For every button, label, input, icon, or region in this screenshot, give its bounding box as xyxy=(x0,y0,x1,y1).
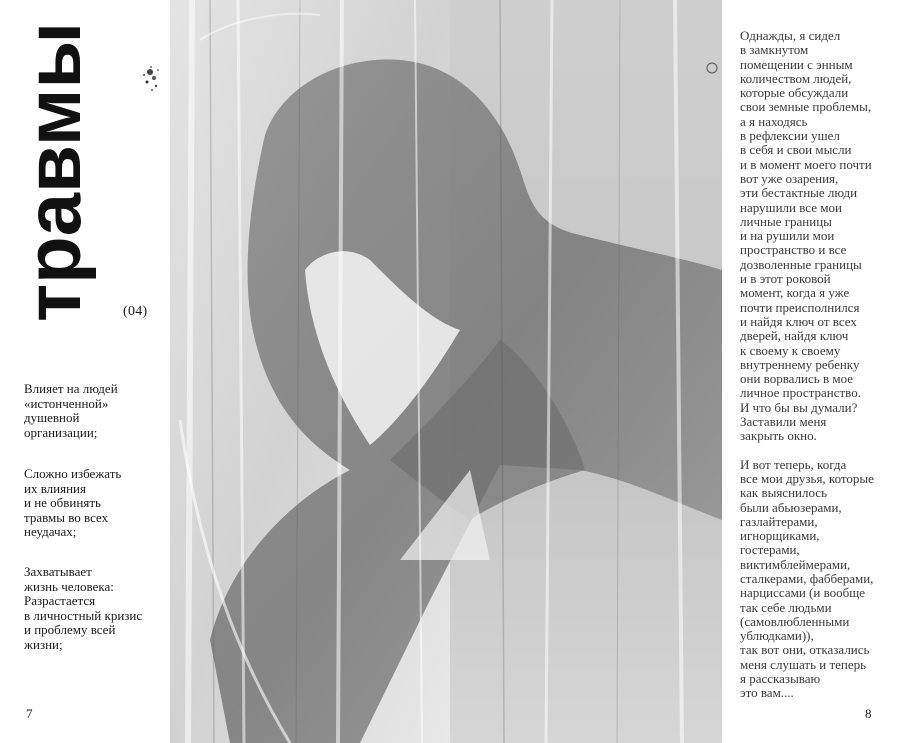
text-line: меня слушать и теперь xyxy=(740,656,867,672)
text-line: «истонченной» xyxy=(24,395,109,411)
text-line: дозволенные границы xyxy=(740,256,862,272)
text-line: (самовлюбленными xyxy=(740,613,850,629)
text-line: момент, когда я уже xyxy=(740,285,850,301)
text-line: и найдя ключ от всех xyxy=(740,313,857,329)
text-line: и в момент моего почти xyxy=(740,156,872,172)
text-line: так вот они, отказались xyxy=(740,642,870,658)
text-line: я рассказываю xyxy=(740,671,821,687)
left-text-block-3 xyxy=(24,565,154,652)
text-line: они ворвались в мое xyxy=(740,371,854,387)
text-line: помещении с энным xyxy=(740,56,853,72)
text-line: в рефлексии ушел xyxy=(740,128,840,144)
text-line: пространство и все xyxy=(740,242,847,258)
text-line: и не обвинять xyxy=(24,495,101,510)
text-line: и проблему всей xyxy=(24,622,116,637)
text-line: все мои друзья, которые xyxy=(740,470,874,486)
text-line: и на рушили мои xyxy=(740,228,835,244)
text-line: Сложно избежать xyxy=(24,466,122,481)
text-line: Разрастается xyxy=(24,593,96,608)
text-line: газлайтерами, xyxy=(740,513,818,529)
text-line: дверей, найдя ключ xyxy=(740,328,849,344)
text-line: нарциссами (и вообще xyxy=(740,585,866,601)
text-line: нарушили все мои xyxy=(740,199,842,215)
right-paragraph-2 xyxy=(740,458,890,701)
right-text-column xyxy=(740,29,890,701)
text-line: Заставили меня xyxy=(740,414,827,430)
text-line: ублюдками)), xyxy=(740,628,814,644)
text-line: виктимблеймерами, xyxy=(740,556,851,572)
right-paragraph-1 xyxy=(740,29,890,444)
text-line: И вот теперь, когда xyxy=(740,456,847,472)
text-line: в личностный кризис xyxy=(24,607,143,623)
text-line: как выяснилось xyxy=(740,485,828,501)
vertical-title-text: травмы xyxy=(9,21,97,322)
text-line: к своему к своему xyxy=(740,342,841,358)
left-text-block-2 xyxy=(24,467,154,540)
text-line: а я находясь xyxy=(740,113,808,129)
text-line: внутреннему ребенку xyxy=(740,356,860,372)
text-line: Захватывает xyxy=(24,564,92,579)
text-line: гостерами, xyxy=(740,542,800,558)
text-line: вот уже озарения, xyxy=(740,170,839,186)
text-line: их влияния xyxy=(24,480,86,496)
text-line: личные границы xyxy=(740,213,832,229)
text-line: жизнь человека: xyxy=(24,578,114,594)
text-line: неудачах; xyxy=(24,524,77,539)
page-number-left: 7 xyxy=(26,706,33,721)
text-line: И что бы вы думали? xyxy=(740,399,858,415)
left-text-block-1 xyxy=(24,382,154,440)
text-line: Однажды, я сидел xyxy=(740,28,841,43)
text-line: почти преисполнился xyxy=(740,299,860,315)
text-line: закрыть окно. xyxy=(740,428,817,444)
text-line: сталкерами, фабберами, xyxy=(740,570,874,586)
vertical-title xyxy=(9,20,97,325)
text-line: были абьюзерами, xyxy=(740,499,842,515)
text-line: Влияет на людей xyxy=(24,381,118,396)
text-line: в замкнутом xyxy=(740,42,809,58)
text-line: травмы во всех xyxy=(24,509,109,525)
photo-silhouette xyxy=(170,0,722,743)
text-line: эти бестактные люди xyxy=(740,185,858,201)
text-line: свои земные проблемы, xyxy=(740,99,872,115)
chapter-number: (04) xyxy=(123,304,148,319)
text-line: и в этот роковой xyxy=(740,271,831,287)
text-line: которые обсуждали xyxy=(740,85,849,101)
text-line: в себя и свои мысли xyxy=(740,142,852,158)
text-line: организации; xyxy=(24,424,98,440)
vertical-title-svg xyxy=(9,20,97,325)
text-line: личное пространство. xyxy=(740,385,861,401)
page-number-right: 8 xyxy=(865,706,872,721)
text-line: жизни; xyxy=(24,636,63,652)
text-line: так себе людьми xyxy=(740,599,832,615)
text-line: количеством людей, xyxy=(740,70,852,86)
photo-art xyxy=(170,0,722,743)
text-line: душевной xyxy=(24,410,80,425)
text-line: это вам.... xyxy=(740,685,794,701)
ink-speck-decoration xyxy=(138,58,164,98)
text-line: игнорщиками, xyxy=(740,528,820,544)
